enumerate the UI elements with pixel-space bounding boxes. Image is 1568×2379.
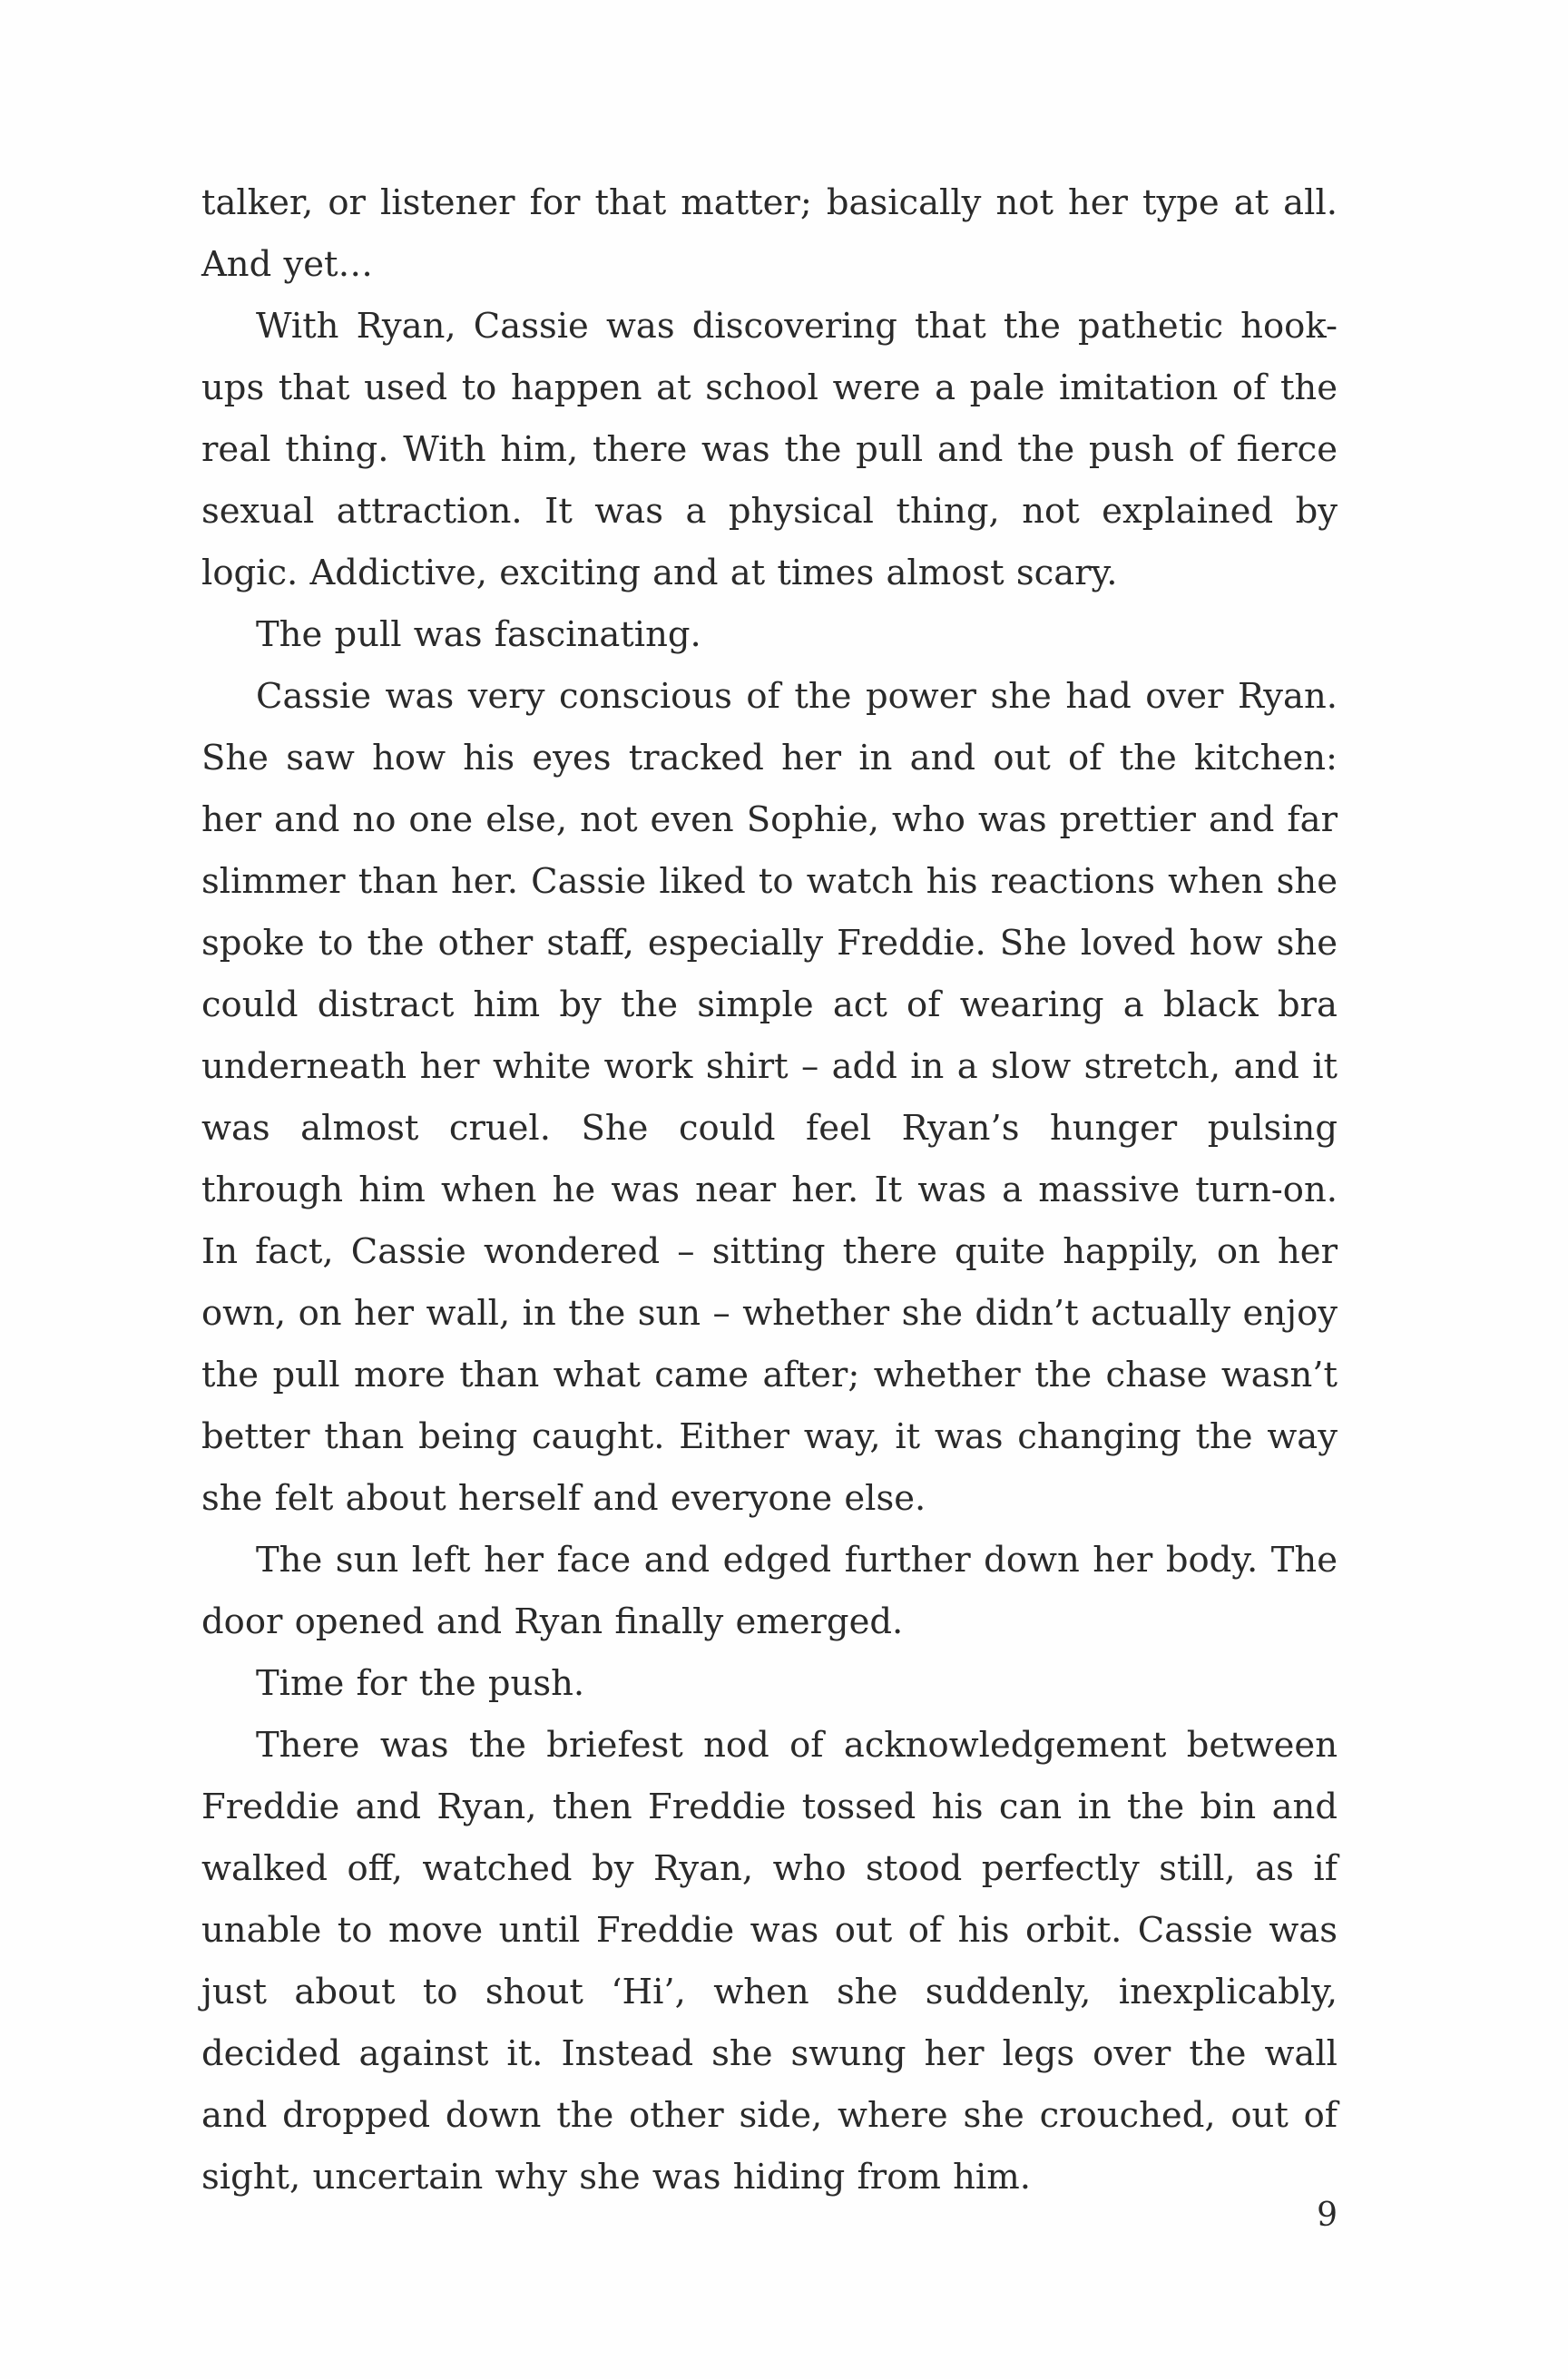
paragraph-5: The sun left her face and edged further down her body. The door opened and Ryan finally emerged. [201, 1540, 1338, 1642]
paragraph-7: There was the briefest nod of acknowledgement between Freddie and Ryan, then Freddie tossed his can in the bin and walked off, watched by Ryan, who stood perfectly still, as if unable to move until Freddie was out of his orbit. Cassie was just about to shout ‘Hi’, when she suddenly, inexplicably, decided against it. Instead she swung her legs over the wall and dropped down the other side, where she crouched, out of sight, uncertain why she was hiding from him. [201, 1725, 1338, 2198]
paragraph-3: The pull was fascinating. [256, 614, 701, 655]
body-text [201, 172, 1338, 2208]
paragraph-2: With Ryan, Cassie was discovering that the pathetic hook-ups that used to happen at school were a pale imitation of the real thing. With him, there was the pull and the push of fierce sexual attraction. It was a physical thing, not explained by logic. Addictive, exciting and at times almost scary. [201, 306, 1338, 593]
paragraph-1: talker, or listener for that matter; basically not her type at all. And yet… [201, 182, 1338, 285]
paragraph-6: Time for the push. [256, 1663, 585, 1704]
paragraph-4: Cassie was very conscious of the power she had over Ryan. She saw how his eyes tracked her in and out of the kitchen: her and no one else, not even Sophie, who was prettier and far slimmer than her. Cassie liked to watch his reactions when she spoke to the other staff, especially Freddie. She loved how she could distract him by the simple act of wearing a black bra underneath her white work shirt – add in a slow stretch, and it was almost cruel. She could feel Ryan’s hunger pulsing through him when he was near her. It was a massive turn-on. In fact, Cassie wondered – sitting there quite happily, on her own, on her wall, in the sun – whether she didn’t actually enjoy the pull more than what came after; whether the chase wasn’t better than being caught. Either way, it was changing the way she felt about herself and everyone else. [201, 676, 1338, 1519]
page-number: 9 [1317, 2197, 1338, 2234]
